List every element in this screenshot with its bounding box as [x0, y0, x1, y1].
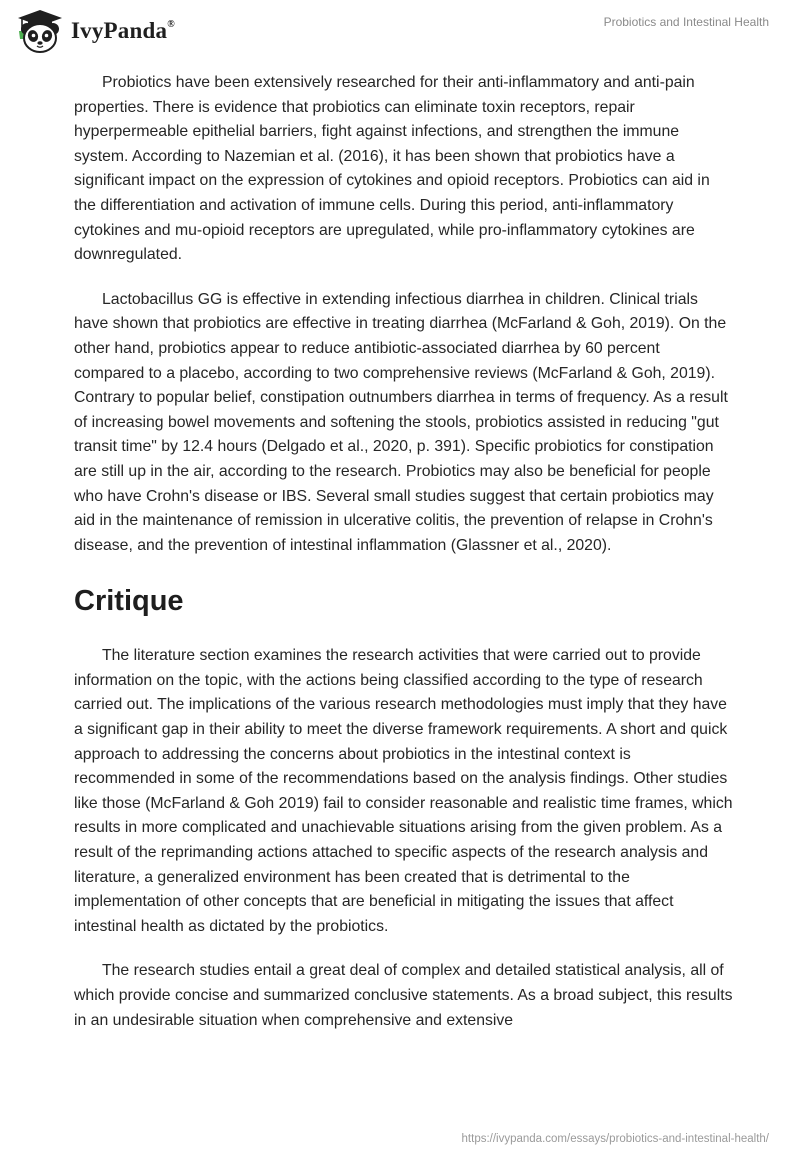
document-title: Probiotics and Intestinal Health	[603, 15, 769, 29]
page-header	[0, 0, 800, 62]
essay-body	[74, 71, 734, 1053]
source-url[interactable]: https://ivypanda.com/essays/probiotics-and-intestinal-health/	[461, 1133, 769, 1145]
panda-icon	[14, 9, 66, 53]
brand-name: IvyPanda®	[71, 18, 175, 43]
paragraph: Lactobacillus GG is effective in extending infectious diarrhea in children. Clinical trials have shown that probiotics are effective in treating diarrhea (McFarland & Goh, 2019). On the other hand, probiotics appear to reduce antibiotic-associated diarrhea by 60 percent compared to a placebo, according to two comprehensive reviews (McFarland & Goh, 2019). Contrary to popular belief, constipation outnumbers diarrhea in terms of frequency. As a result of increasing bowel movements and softening the stools, probiotics assisted in reducing "gut transit time" by 12.4 hours (Delgado et al., 2020, p. 391). Specific probiotics for constipation are still up in the air, according to the research. Probiotics may also be beneficial for people who have Crohn's disease or IBS. Several small studies suggest that certain probiotics may aid in the maintenance of remission in ulcerative colitis, the prevention of relapse in Crohn's disease, and the prevention of intestinal inflammation (Glassner et al., 2020).	[74, 290, 728, 554]
paragraph: The research studies entail a great deal of complex and detailed statistical analysis, all of which provide concise and summarized conclusive statements. As a broad subject, this results in an undesirable situation when comprehensive and extensive	[74, 962, 733, 1029]
paragraph: The literature section examines the research activities that were carried out to provide information on the topic, with the actions being classified according to the type of research carried out. The implications of the various research methodologies must imply that they have a significant gap in their ability to meet the diverse framework requirements. A short and quick approach to addressing the concerns about probiotics in the intestinal context is recommended in some of the recommendations based on the analysis findings. Other studies like those (McFarland & Goh 2019) fail to consider reasonable and realistic time frames, which results in more complicated and unachievable situations arising from the given problem. As a result of the reprimanding actions attached to specific aspects of the research analysis and literature, a generalized environment has been created that is detrimental to the implementation of other concepts that are beneficial in mitigating the issues that affect intestinal health as dictated by the probiotics.	[74, 647, 733, 935]
ivypanda-logo[interactable]	[14, 9, 175, 53]
section-heading: Critique	[74, 585, 184, 618]
paragraph: Probiotics have been extensively researched for their anti-inflammatory and anti-pain properties. There is evidence that probiotics can eliminate toxin receptors, repair hyperpermeable epithelial barriers, fight against infections, and strengthen the immune system. According to Nazemian et al. (2016), it has been shown that probiotics have a significant impact on the expression of cytokines and opioid receptors. Probiotics can aid in the differentiation and activation of immune cells. During this period, anti-inflammatory cytokines and mu-opioid receptors are upregulated, while pro-inflammatory cytokines are downregulated.	[74, 74, 710, 264]
